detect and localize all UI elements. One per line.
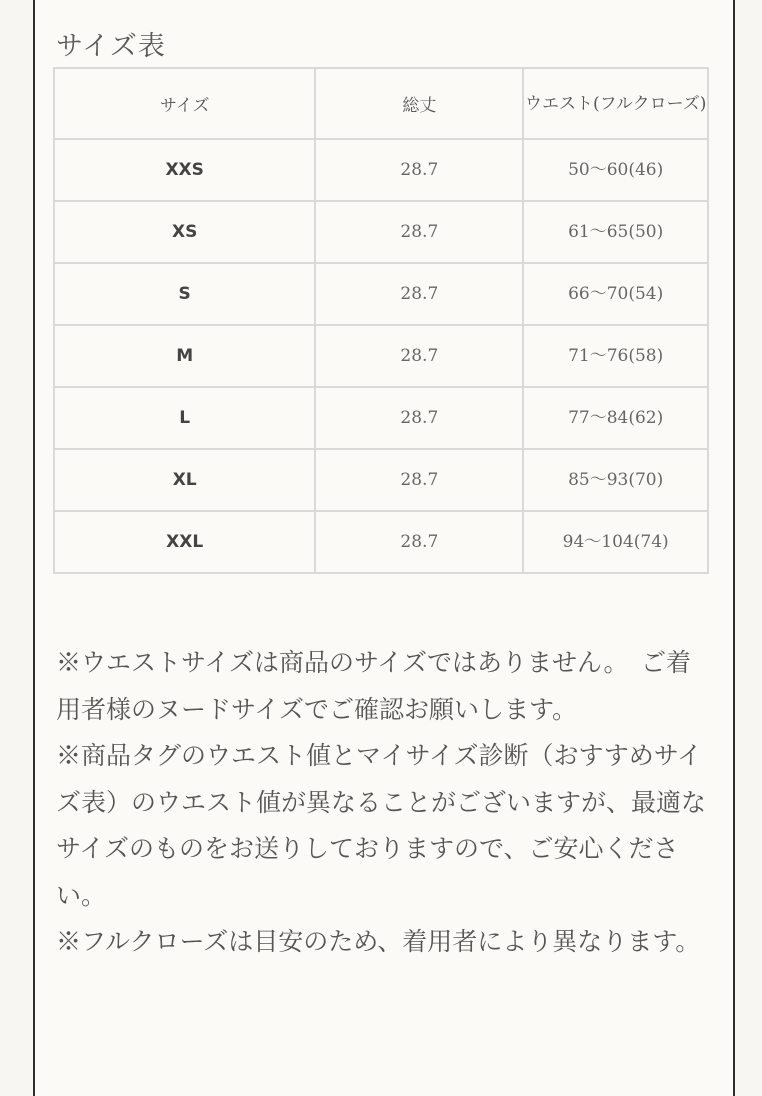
- table-header-row: [54, 68, 708, 139]
- header-length: 総丈: [315, 68, 523, 139]
- cell-waist: 85〜93(70): [523, 449, 708, 511]
- cell-waist: 66〜70(54): [523, 263, 708, 325]
- table-row: [54, 139, 708, 201]
- table-row: [54, 263, 708, 325]
- cell-size: XS: [54, 201, 315, 263]
- table-row: [54, 387, 708, 449]
- page-title: サイズ表: [56, 31, 166, 62]
- cell-size: XL: [54, 449, 315, 511]
- cell-length: 28.7: [315, 201, 523, 263]
- cell-length: 28.7: [315, 263, 523, 325]
- table-row: [54, 325, 708, 387]
- cell-waist: 50〜60(46): [523, 139, 708, 201]
- table-row: [54, 449, 708, 511]
- cell-size: XXL: [54, 511, 315, 573]
- cell-length: 28.7: [315, 325, 523, 387]
- note-full-close: ※フルクローズは目安のため、着用者により異なります。: [56, 927, 701, 956]
- cell-size: L: [54, 387, 315, 449]
- cell-size: M: [54, 325, 315, 387]
- cell-waist: 71〜76(58): [523, 325, 708, 387]
- size-table: [53, 67, 709, 574]
- table-row: [54, 201, 708, 263]
- cell-waist: 94〜104(74): [523, 511, 708, 573]
- cell-length: 28.7: [315, 449, 523, 511]
- notes: [56, 640, 706, 966]
- cell-size: S: [54, 263, 315, 325]
- cell-length: 28.7: [315, 139, 523, 201]
- note-waist-tag-difference: ※商品タグのウエスト値とマイサイズ診断（おすすめサイズ表）のウエスト値が異なることがございますが、最適なサイズのものをお送りしておりますので、ご安心ください。: [56, 741, 707, 910]
- table-row: [54, 511, 708, 573]
- header-waist: ウエスト(フルクローズ): [523, 68, 708, 139]
- note-waist-nude-size: ※ウエストサイズは商品のサイズではありません。 ご着用者様のヌードサイズでご確認お願いします。: [56, 648, 692, 724]
- cell-waist: 61〜65(50): [523, 201, 708, 263]
- header-size: サイズ: [54, 68, 315, 139]
- cell-length: 28.7: [315, 387, 523, 449]
- cell-length: 28.7: [315, 511, 523, 573]
- cell-size: XXS: [54, 139, 315, 201]
- cell-waist: 77〜84(62): [523, 387, 708, 449]
